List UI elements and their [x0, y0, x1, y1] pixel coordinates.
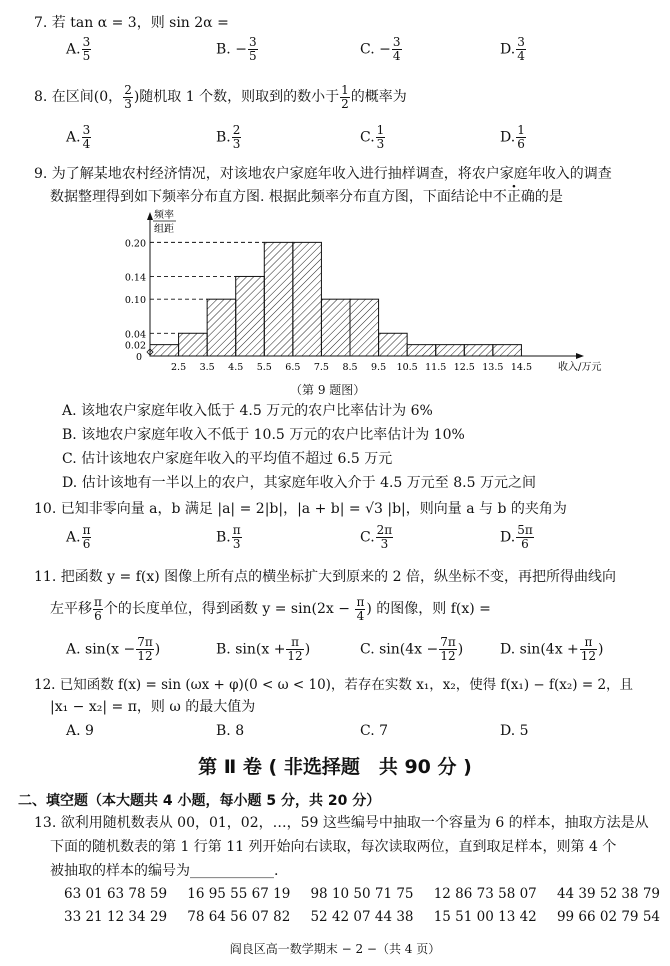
part-heading: 二、填空题（本大题共 4 小题，每小题 5 分，共 20 分） [18, 793, 381, 809]
figure-caption: （第 9 题图） [290, 383, 366, 397]
q12-option-b[interactable]: B. 8 [216, 723, 245, 739]
histogram-bar [236, 276, 265, 356]
y-axis-arrow [147, 212, 153, 220]
q9-option-d[interactable]: D. 估计该地有一半以上的农户，其家庭年收入介于 4.5 万元至 8.5 万元之间 [62, 475, 536, 491]
q7-option-b[interactable]: B. − $\frac{3}{5}$ [216, 35, 257, 63]
frequency-histogram [110, 208, 630, 378]
origin-label: 0 [135, 352, 142, 363]
q7-option-d[interactable]: D. $\frac{3}{4}$ [500, 35, 525, 63]
q10-option-a[interactable]: A. $\frac{\pi}{6}$ [66, 523, 91, 551]
histogram-bar [150, 345, 179, 356]
q8-option-a[interactable]: A. $\frac{3}{4}$ [66, 123, 91, 151]
histogram-bar [207, 299, 236, 356]
emphasis-text: 不正确 [492, 189, 535, 205]
q12-option-a[interactable]: A. 9 [66, 723, 94, 739]
q10-option-d[interactable]: D. $\frac{5\pi}{6}$ [500, 523, 533, 551]
y-tick-label: 0.02 [124, 340, 146, 352]
histogram-bar [321, 299, 350, 356]
answer-blank[interactable]: ____________. [190, 863, 279, 879]
x-axis-label: 收入/万元 [558, 362, 602, 373]
x-tick-label: 8.5 [342, 362, 358, 373]
q7-option-a[interactable]: A. $\frac{3}{5}$ [66, 35, 91, 63]
q8-option-b[interactable]: B. $\frac{2}{3}$ [216, 123, 241, 151]
x-tick-label: 2.5 [171, 362, 187, 373]
histogram-bar [350, 299, 379, 356]
x-tick-label: 10.5 [396, 362, 418, 373]
y-tick-label: 0.10 [124, 295, 146, 307]
q8-option-c[interactable]: C. $\frac{1}{3}$ [360, 123, 385, 151]
q9-option-a[interactable]: A. 该地农户家庭年收入低于 4.5 万元的农户比率估计为 6% [62, 403, 433, 419]
q13-stem-line2: 下面的随机数表的第 1 行第 11 列开始向右读取，每次读取两位，直到取足样本，则第 4 个 [50, 839, 617, 855]
q11-option-d[interactable]: D. sin(4x + $\frac{\pi}{12}$ ) [500, 635, 604, 663]
y-tick-label: 0.20 [124, 238, 146, 250]
q12-stem-line2: |x₁ − x₂| = π，则 ω 的最大值为 [50, 699, 256, 715]
histogram-bar [493, 345, 522, 356]
q8-stem: 8. 在区间(0， $\frac{2}{3}$ )随机取 1 个数，则取到的数小于 $\frac{1}{2}$ 的概率为 [34, 82, 407, 111]
q12-option-d[interactable]: D. 5 [500, 723, 529, 739]
q12-option-c[interactable]: C. 7 [360, 723, 389, 739]
q10-option-b[interactable]: B. $\frac{\pi}{3}$ [216, 523, 241, 551]
x-axis-arrow [576, 353, 584, 359]
q11-stem-line2: 左平移 $\frac{\pi}{6}$ 个的长度单位，得到函数 y = sin(2x − $\frac{\pi}{4}$ ) 的图像，则 f(x) = [50, 594, 491, 623]
y-tick-label: 0.14 [124, 272, 146, 284]
histogram-bar [179, 333, 208, 356]
x-tick-label: 3.5 [199, 362, 215, 373]
histogram-bar [264, 242, 293, 356]
q7-option-c[interactable]: C. − $\frac{3}{4}$ [360, 35, 401, 63]
x-tick-label: 4.5 [228, 362, 244, 373]
y-axis-label-top: 频率 [154, 210, 174, 221]
q11-option-b[interactable]: B. sin(x + $\frac{\pi}{12}$ ) [216, 635, 311, 663]
histogram-bar [293, 242, 322, 356]
y-tick-label: 0.04 [124, 329, 146, 341]
histogram-bar [436, 345, 465, 356]
random-table-row-1: 63 01 63 78 59 16 95 55 67 19 98 10 50 71 75 12 86 73 58 07 44 39 52 38 79 [64, 886, 660, 902]
x-tick-label: 13.5 [482, 362, 504, 373]
x-tick-label: 9.5 [371, 362, 387, 373]
q11-option-c[interactable]: C. sin(4x − $\frac{7\pi}{12}$ ) [360, 635, 464, 663]
q9-option-b[interactable]: B. 该地农户家庭年收入不低于 10.5 万元的农户比率估计为 10% [62, 427, 465, 443]
x-tick-label: 6.5 [285, 362, 301, 373]
x-tick-label: 11.5 [425, 362, 447, 373]
histogram-bar [464, 345, 493, 356]
x-tick-label: 5.5 [256, 362, 272, 373]
section-title: 第 Ⅱ 卷 ( 非选择题 共 90 分 ) [198, 756, 472, 778]
page-footer: 阎良区高一数学期末 − 2 −（共 4 页） [229, 942, 441, 956]
x-tick-label: 14.5 [510, 362, 533, 373]
q9-stem-line1: 9. 为了解某地农村经济情况，对该地农户家庭年收入进行抽样调查，将农户家庭年收入的调查 [34, 166, 612, 182]
x-tick-label: 7.5 [313, 362, 329, 373]
q7-stem: 7. 若 tan α = 3，则 sin 2α = [34, 15, 229, 31]
q13-stem-line1: 13. 欲利用随机数表从 00，01，02，…，59 这些编号中抽取一个容量为 6 的样本，抽取方法是从 [34, 815, 649, 831]
q9-option-c[interactable]: C. 估计该地农户家庭年收入的平均值不超过 6.5 万元 [62, 451, 393, 467]
q11-option-a[interactable]: A. sin(x − $\frac{7\pi}{12}$ ) [66, 635, 161, 663]
q10-option-c[interactable]: C. $\frac{2\pi}{3}$ [360, 523, 393, 551]
histogram-bar [407, 345, 436, 356]
y-axis-label-bottom: 组距 [154, 224, 174, 235]
x-tick-label: 12.5 [453, 362, 475, 373]
q8-option-d[interactable]: D. $\frac{1}{6}$ [500, 123, 525, 151]
random-table-row-2: 33 21 12 34 29 78 64 56 07 82 52 42 07 44 38 15 51 00 13 42 99 66 02 79 54 [64, 909, 660, 925]
q9-stem-line2: 数据整理得到如下频率分布直方图. 根据此频率分布直方图，下面结论中不正确的是 [50, 189, 563, 205]
histogram-bar [379, 333, 408, 356]
q11-stem-line1: 11. 把函数 y = f(x) 图像上所有点的横坐标扩大到原来的 2 倍，纵坐标不变，再把所得曲线向 [34, 569, 616, 585]
q13-stem-line3: 被抽取的样本的编号为____________. [50, 863, 279, 879]
q10-stem: 10. 已知非零向量 a，b 满足 |a| = 2|b|，|a + b| = √3 |b|，则向量 a 与 b 的夹角为 [34, 501, 567, 517]
q12-stem-line1: 12. 已知函数 f(x) = sin (ωx + φ)(0 < ω < 10)，若存在实数 x₁，x₂，使得 f(x₁) − f(x₂) = 2，且 [34, 677, 634, 693]
